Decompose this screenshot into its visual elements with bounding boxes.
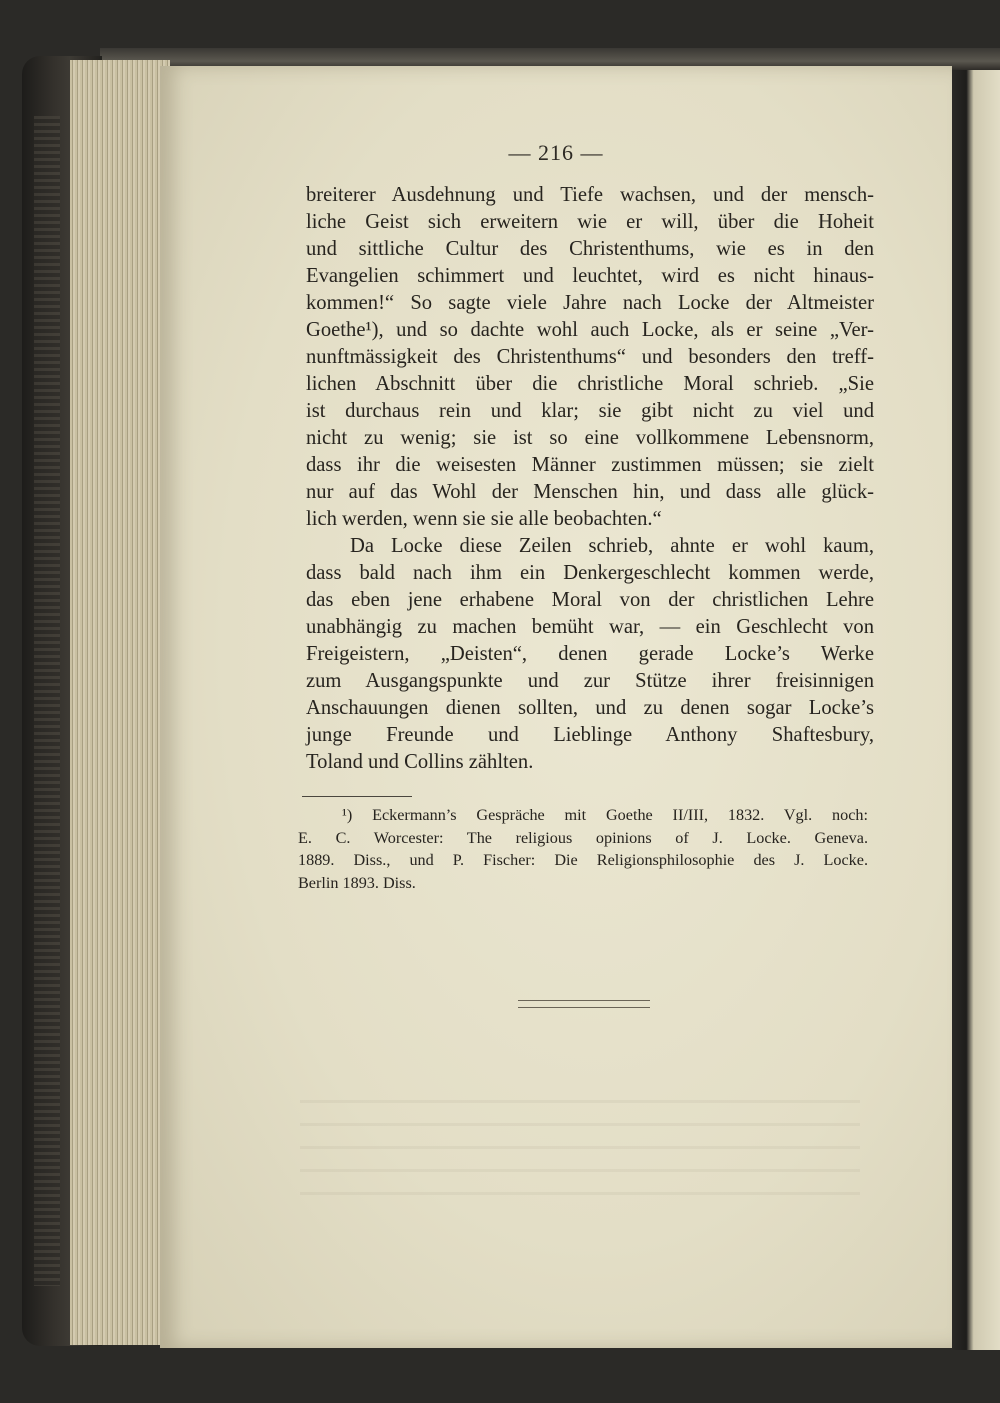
footnote-line: Berlin 1893. Diss.	[298, 873, 416, 892]
footnote-line: ¹) Eckermann’s Gespräche mit Goethe II/III, 1832. Vgl. noch:	[342, 806, 868, 824]
footnote-line: E. C. Worcester: The religious opinions of J. Locke. Geneva.	[298, 828, 868, 847]
footnotes	[298, 804, 868, 894]
text-line: Anschauungen dienen sollten, und zu denen sogar Locke’s	[306, 697, 874, 719]
text-line: lich werden, wenn sie sie alle beobachten.“	[306, 508, 662, 530]
text-line: lichen Abschnitt über die christliche Moral schrieb. „Sie	[306, 373, 874, 395]
text-line: liche Geist sich erweitern wie er will, über die Hoheit	[306, 211, 874, 233]
text-line: kommen!“ So sagte viele Jahre nach Locke der Altmeister	[306, 292, 874, 314]
text-line: unabhängig zu machen bemüht war, — ein Geschlecht von	[306, 616, 874, 638]
text-line: nicht zu wenig; sie ist so eine vollkommene Lebensnorm,	[306, 427, 874, 449]
paragraph-first-line: Da Locke diese Zeilen schrieb, ahnte er wohl kaum,	[350, 535, 874, 557]
text-line: nur auf das Wohl der Menschen hin, und dass alle glück-	[306, 481, 874, 503]
page-edges	[70, 60, 170, 1345]
text-line: junge Freunde und Lieblinge Anthony Shaftesbury,	[306, 724, 874, 746]
text-line: zum Ausgangspunkte und zur Stütze ihrer freisinnigen	[306, 670, 874, 692]
footnote-divider	[302, 796, 412, 797]
facing-page-edge	[952, 70, 1000, 1350]
text-line: breiterer Ausdehnung und Tiefe wachsen, und der mensch-	[306, 184, 874, 206]
text-line: und sittliche Cultur des Christenthums, wie es in den	[306, 238, 874, 260]
body-text	[306, 182, 874, 776]
section-end-rule	[518, 1000, 650, 1008]
text-line: Freigeistern, „Deisten“, denen gerade Locke’s Werke	[306, 643, 874, 665]
text-line: dass bald nach ihm ein Denkergeschlecht kommen werde,	[306, 562, 874, 584]
footnote-line: 1889. Diss., und P. Fischer: Die Religionsphilosophie des J. Locke.	[298, 851, 868, 869]
text-line: nunftmässigkeit des Christenthums“ und besonders den treff-	[306, 346, 874, 368]
text-line: Evangelien schimmert und leuchtet, wird es nicht hinaus-	[306, 265, 874, 287]
text-line: ist durchaus rein und klar; sie gibt nicht zu viel und	[306, 400, 874, 422]
text-line: das eben jene erhabene Moral von der christlichen Lehre	[306, 589, 874, 611]
text-line: Toland und Collins zählten.	[306, 751, 534, 773]
text-line: Goethe¹), und so dachte wohl auch Locke, als er seine „Ver-	[306, 319, 874, 341]
page-number: — 216 —	[508, 140, 604, 165]
text-line: dass ihr die weisesten Männer zustimmen müssen; sie zielt	[306, 454, 874, 476]
bleed-through-text	[300, 1080, 860, 1200]
